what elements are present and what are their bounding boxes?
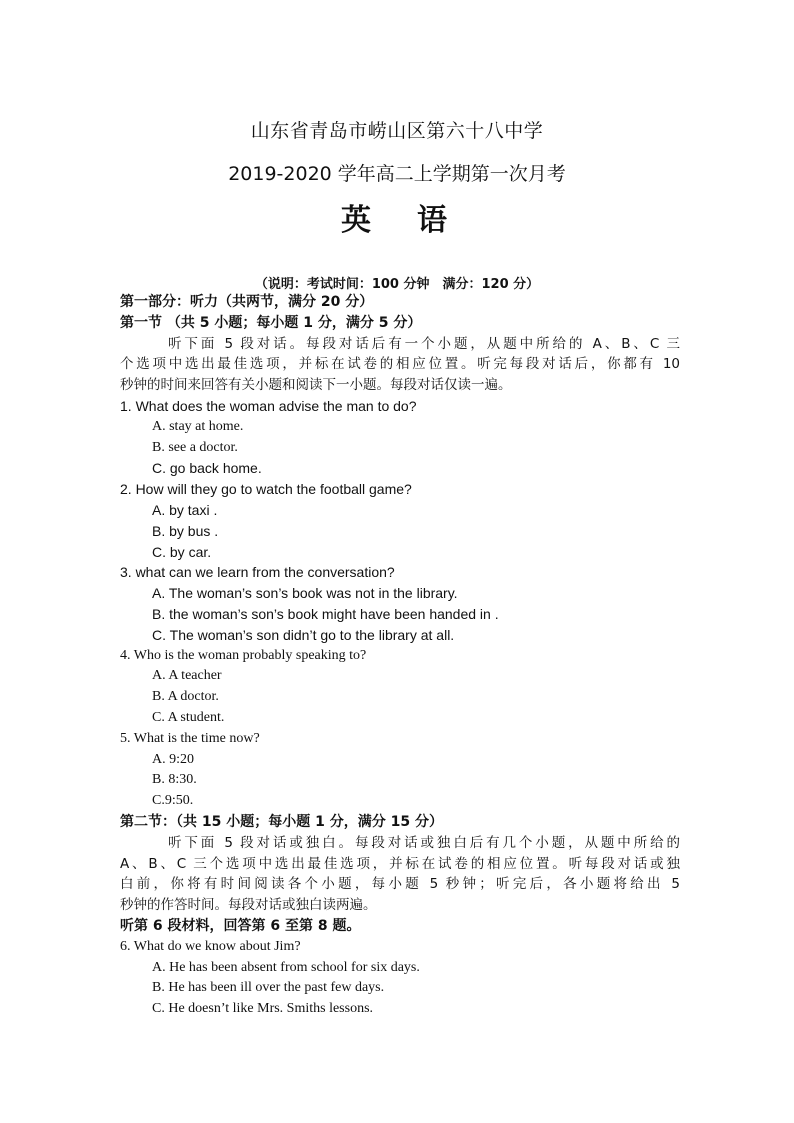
question-1-option-b: B. see a doctor. [152, 439, 238, 455]
section2-directions-line: A、B、C 三个选项中选出最佳选项，并标在试卷的相应位置。听每段对话或独 [120, 855, 680, 872]
section2-title: 第二节：（共 15 小题；每小题 1 分，满分 15 分） [120, 813, 443, 830]
question-3-option-b: B. the woman’s son’s book might have been handed in . [152, 605, 499, 622]
question-5-option-a: A. 9:20 [152, 751, 194, 767]
question-6-option-b: B. He has been ill over the past few days. [152, 980, 385, 996]
question-6-option-c: C. He doesn’t like Mrs. Smiths lessons. [152, 1001, 374, 1017]
question-5-option-c: C.9:50. [152, 793, 194, 809]
question-3-option-c: C. The woman’s son didn’t go to the library at all. [152, 626, 455, 643]
question-5-option-b: B. 8:30. [152, 772, 197, 788]
question-4-option-a: A. A teacher [152, 668, 222, 684]
question-3-option-a: A. The woman’s son’s book was not in the library. [152, 585, 458, 602]
section1-directions-line: 秒钟的时间来回答有关小题和阅读下一小题。每段对话仅读一遍。 [120, 377, 512, 394]
subject-char-1: 英 [341, 203, 377, 238]
question-2: 2. How will they go to watch the football game? [120, 481, 412, 498]
question-5: 5. What is the time now? [120, 730, 260, 746]
question-4-option-b: B. A doctor. [152, 689, 219, 705]
question-1-option-a: A. stay at home. [152, 418, 244, 434]
part1-title: 第一部分：听力（共两节，满分 20 分） [120, 294, 374, 310]
question-2-option-c: C. by car. [152, 543, 212, 560]
exam-name: 2019-2020 学年高二上学期第一次月考 [228, 163, 566, 185]
question-6-option-a: A. He has been absent from school for six days. [152, 959, 420, 975]
section2-directions-line: 听下面 5 段对话或独白。每段对话或独白后有几个小题，从题中所给的 [168, 834, 680, 851]
question-4: 4. Who is the woman probably speaking to? [120, 647, 367, 663]
exam-content [120, 292, 680, 1020]
question-1-option-c: C. go back home. [152, 460, 262, 477]
subject-title [0, 195, 794, 239]
question-2-option-a: A. by taxi . [152, 501, 218, 518]
section2-directions-line: 秒钟的作答时间。每段对话或独白读两遍。 [120, 897, 377, 914]
question-1: 1. What does the woman advise the man to do? [120, 397, 417, 414]
exam-instructions: （说明：考试时间：100 分钟 满分：120 分） [254, 277, 540, 292]
school-name: 山东省青岛市崂山区第六十八中学 [250, 120, 544, 142]
question-3: 3. what can we learn from the conversation? [120, 564, 395, 581]
question-6: 6. What do we know about Jim? [120, 938, 301, 954]
material-6-heading: 听第 6 段材料，回答第 6 至第 8 题。 [120, 917, 361, 934]
section1-title: 第一节 （共 5 小题；每小题 1 分，满分 5 分） [120, 314, 422, 331]
subject-char-2: 语 [417, 203, 453, 238]
section2-directions-line: 白前，你将有时间阅读各个小题，每小题 5 秒钟；听完后，各小题将给出 5 [120, 876, 680, 893]
section1-directions-line: 个选项中选出最佳选项，并标在试卷的相应位置。听完每段对话后，你都有 10 [120, 356, 680, 373]
section1-directions-line: 听下面 5 段对话。每段对话后有一个小题，从题中所给的 A、B、C 三 [168, 335, 680, 352]
question-2-option-b: B. by bus . [152, 522, 219, 539]
question-4-option-c: C. A student. [152, 709, 225, 725]
